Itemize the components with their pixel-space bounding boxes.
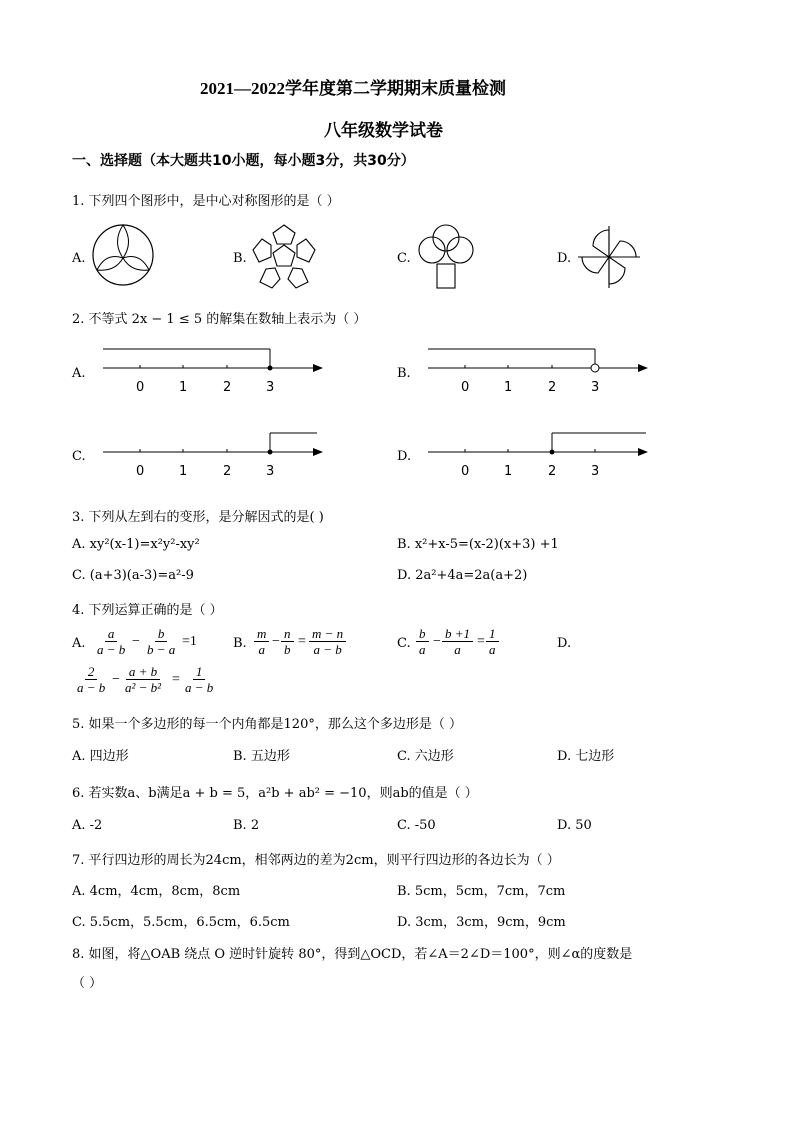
q4d-operator: − xyxy=(112,672,120,687)
q4c-operator: − xyxy=(433,634,441,649)
q4d-equals: = xyxy=(172,672,180,687)
q4-label-a: A. xyxy=(72,636,86,651)
tick-1: 1 xyxy=(504,464,513,479)
q2-numberline-a xyxy=(95,340,330,400)
q4c-fraction-2: $\frac{b +1}{a}$ xyxy=(442,626,473,657)
q3-option-d: D. 2a²+4a=2a(a+2) xyxy=(397,568,528,583)
q4d-fraction-1: $\frac{2}{a - b}$ xyxy=(77,664,106,695)
question-7-stem: 7. 平行四边形的周长为24cm，相邻两边的差为2cm，则平行四边形的各边长为（ ） xyxy=(72,853,560,868)
q2-label-b: B. xyxy=(397,366,411,381)
q5-option-b: B. 五边形 xyxy=(233,749,290,764)
tick-3: 3 xyxy=(266,464,275,479)
q4c-fraction-1: $\frac{b}{a}$ xyxy=(416,626,429,657)
question-4-stem: 4. 下列运算正确的是（ ） xyxy=(72,603,223,618)
q3-option-c: C. (a+3)(a-3)=a²-9 xyxy=(72,568,194,583)
q3-option-b: B. x²+x-5=(x-2)(x+3) +1 xyxy=(397,537,559,552)
q4a-fraction-2: $\frac{b}{b - a}$ xyxy=(147,626,176,657)
q6-option-d: D. 50 xyxy=(557,818,592,833)
q4a-fraction-1: $\frac{a}{a - b}$ xyxy=(97,626,126,657)
q4b-fraction-1: $\frac{m}{a}$ xyxy=(254,626,269,657)
exam-title: 2021—2022学年度第二学期期末质量检测 xyxy=(200,79,506,98)
q2-numberline-b xyxy=(420,340,655,400)
question-8-stem: 8. 如图，将△OAB 绕点 O 逆时针旋转 80°，得到△OCD，若∠A＝2∠D＝100°，则∠α的度数是 xyxy=(72,947,633,962)
q4b-operator: − xyxy=(272,634,280,649)
q7-option-a: A. 4cm，4cm，8cm，8cm xyxy=(72,884,241,899)
q5-option-d: D. 七边形 xyxy=(557,749,615,764)
q4b-fraction-2: $\frac{n}{b}$ xyxy=(281,626,294,657)
q1-figure-d-pinwheel xyxy=(576,224,642,290)
q1-figure-c-circles-square xyxy=(414,220,478,292)
question-2-stem: 2. 不等式 2x − 1 ≤ 5 的解集在数轴上表示为（ ） xyxy=(72,312,367,327)
tick-1: 1 xyxy=(179,380,188,395)
q5-option-a: A. 四边形 xyxy=(72,749,129,764)
tick-0: 0 xyxy=(136,464,145,479)
q6-option-a: A. -2 xyxy=(72,818,103,833)
q1-figure-a-circle-petals xyxy=(90,222,156,288)
question-5-stem: 5. 如果一个多边形的每一个内角都是120°，那么这个多边形是（ ） xyxy=(72,717,462,732)
q4b-equals: = xyxy=(298,634,306,649)
tick-0: 0 xyxy=(136,380,145,395)
q4a-result: =1 xyxy=(182,634,197,649)
q7-option-d: D. 3cm，3cm，9cm，9cm xyxy=(397,915,566,930)
q4d-fraction-3: $\frac{1}{a - b}$ xyxy=(185,664,214,695)
tick-3: 3 xyxy=(266,380,275,395)
tick-3: 3 xyxy=(591,464,600,479)
tick-1: 1 xyxy=(179,464,188,479)
q5-option-c: C. 六边形 xyxy=(397,749,454,764)
q6-option-c: C. -50 xyxy=(397,818,436,833)
q1-label-b: B. xyxy=(233,251,247,266)
tick-1: 1 xyxy=(504,380,513,395)
exam-subtitle: 八年级数学试卷 xyxy=(324,121,443,140)
q4b-fraction-3: $\frac{m - n}{a - b}$ xyxy=(309,626,346,657)
q4-label-d: D. xyxy=(557,636,572,651)
q4-label-c: C. xyxy=(397,636,411,651)
tick-0: 0 xyxy=(461,380,470,395)
q7-option-b: B. 5cm，5cm，7cm，7cm xyxy=(397,884,566,899)
q2-label-c: C. xyxy=(72,449,86,464)
q2-numberline-c xyxy=(95,424,330,484)
q4c-fraction-3: $\frac{1}{a}$ xyxy=(486,626,499,657)
q2-numberline-d xyxy=(420,424,655,484)
q4d-fraction-2: $\frac{a + b}{\text{a² − b²}}$ xyxy=(125,664,162,695)
q7-option-c: C. 5.5cm，5.5cm，6.5cm，6.5cm xyxy=(72,915,290,930)
question-1-stem: 1. 下列四个图形中，是中心对称图形的是（ ） xyxy=(72,194,340,209)
q2-label-a: A. xyxy=(72,366,86,381)
q1-label-a: A. xyxy=(72,251,86,266)
question-3-stem: 3. 下列从左到右的变形，是分解因式的是( ) xyxy=(72,510,324,525)
tick-2: 2 xyxy=(548,380,557,395)
q4a-operator: − xyxy=(132,634,140,649)
question-8-answer-paren: （ ） xyxy=(72,976,103,991)
tick-0: 0 xyxy=(461,464,470,479)
q3-option-a: A. xy²(x-1)=x²y²-xy² xyxy=(72,537,200,552)
q4c-equals: = xyxy=(477,634,485,649)
tick-3: 3 xyxy=(591,380,600,395)
tick-2: 2 xyxy=(223,464,232,479)
q6-option-b: B. 2 xyxy=(233,818,260,833)
tick-2: 2 xyxy=(548,464,557,479)
q1-label-c: C. xyxy=(397,251,411,266)
section-heading: 一、选择题（本大题共10小题，每小题3分，共30分） xyxy=(72,153,415,169)
q1-figure-b-pentagons xyxy=(250,222,318,290)
tick-2: 2 xyxy=(223,380,232,395)
q2-label-d: D. xyxy=(397,449,412,464)
q4-label-b: B. xyxy=(233,636,247,651)
question-6-stem: 6. 若实数a、b满足a + b = 5，a²b + ab² = −10，则ab的值是（ ） xyxy=(72,786,478,801)
q1-label-d: D. xyxy=(557,251,572,266)
